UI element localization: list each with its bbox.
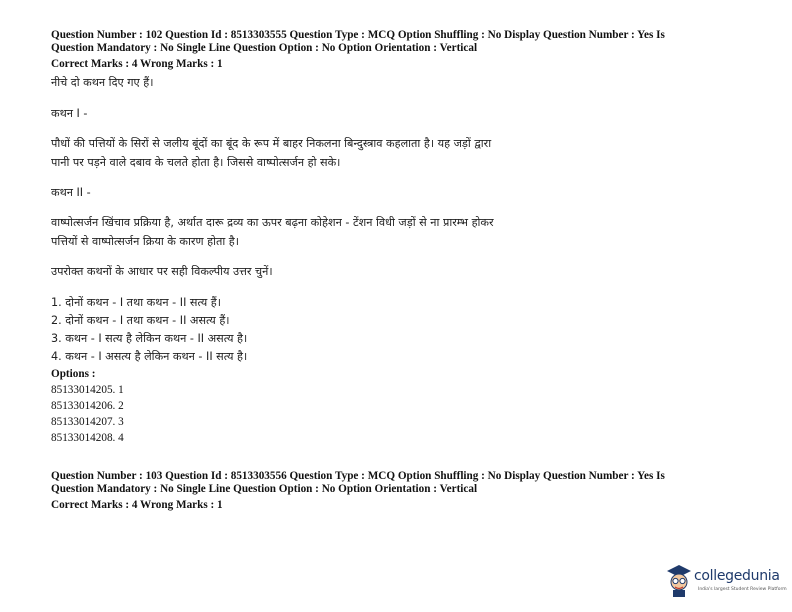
option-id-4: 85133014208. 4 <box>51 432 124 444</box>
q102-instruction: उपरोक्त कथनों के आधार पर सही विकल्पीय उत्तर चुनें। <box>51 265 273 278</box>
q102-meta-line1: Question Number : 102 Question Id : 8513303555 Question Type : MCQ Option Shuffling : No Display Question Number : Yes Is <box>51 29 665 41</box>
mascot-icon <box>664 562 694 598</box>
logo-wordmark: collegedunia <box>694 568 780 584</box>
option-id-3: 85133014207. 3 <box>51 416 124 428</box>
statement-1-line2: पानी पर पड़ने वाले दबाव के चलते होता है। जिससे वाष्पोत्सर्जन हो सके। <box>51 156 341 169</box>
options-label: Options : <box>51 368 96 380</box>
q102-meta <box>51 29 665 71</box>
q102-intro: नीचे दो कथन दिए गए हैं। <box>51 76 154 89</box>
choice-3: 3. कथन - I सत्य है लेकिन कथन - II असत्य है। <box>51 332 248 345</box>
choice-4: 4. कथन - I असत्य है लेकिन कथन - II सत्य है। <box>51 350 248 363</box>
statement-1-label: कथन I - <box>51 107 88 120</box>
q102-choices <box>51 294 247 366</box>
q102-meta-line2: Question Mandatory : No Single Line Question Option : No Option Orientation : Vertical <box>51 42 478 54</box>
statement-2-line2: पत्तियों से वाष्पोत्सर्जन क्रिया के कारण होता है। <box>51 235 239 248</box>
statement-2-label: कथन II - <box>51 186 91 199</box>
choice-2: 2. दोनों कथन - I तथा कथन - II असत्य हैं। <box>51 314 230 327</box>
collegedunia-logo <box>664 562 787 602</box>
q103-meta-line1: Question Number : 103 Question Id : 8513303556 Question Type : MCQ Option Shuffling : No Display Question Number : Yes Is <box>51 470 665 482</box>
q102-options <box>51 366 124 446</box>
statement-1-line1: पौधों की पत्तियों के सिरों से जलीय बूंदों का बूंद के रूप में बाहर निकलना बिन्दुस्त्राव कहलाता है। यह जड़ों द्वारा <box>51 137 492 150</box>
option-id-1: 85133014205. 1 <box>51 384 124 396</box>
choice-1: 1. दोनों कथन - I तथा कथन - II सत्य हैं। <box>51 296 221 309</box>
option-id-2: 85133014206. 2 <box>51 400 124 412</box>
q102-marks: Correct Marks : 4 Wrong Marks : 1 <box>51 58 223 70</box>
q103-meta-line2: Question Mandatory : No Single Line Question Option : No Option Orientation : Vertical <box>51 483 478 495</box>
statement-2-line1: वाष्पोत्सर्जन खिंचाव प्रक्रिया है, अर्थात दारू द्रव्य का ऊपर बढ़ना कोहेशन - टेंशन विधी जड़ों से ना प्रारम्भ होकर <box>51 216 494 229</box>
q103-marks: Correct Marks : 4 Wrong Marks : 1 <box>51 499 223 511</box>
logo-tagline: India's largest Student Review Platform <box>698 587 787 592</box>
q103-meta <box>51 470 665 512</box>
